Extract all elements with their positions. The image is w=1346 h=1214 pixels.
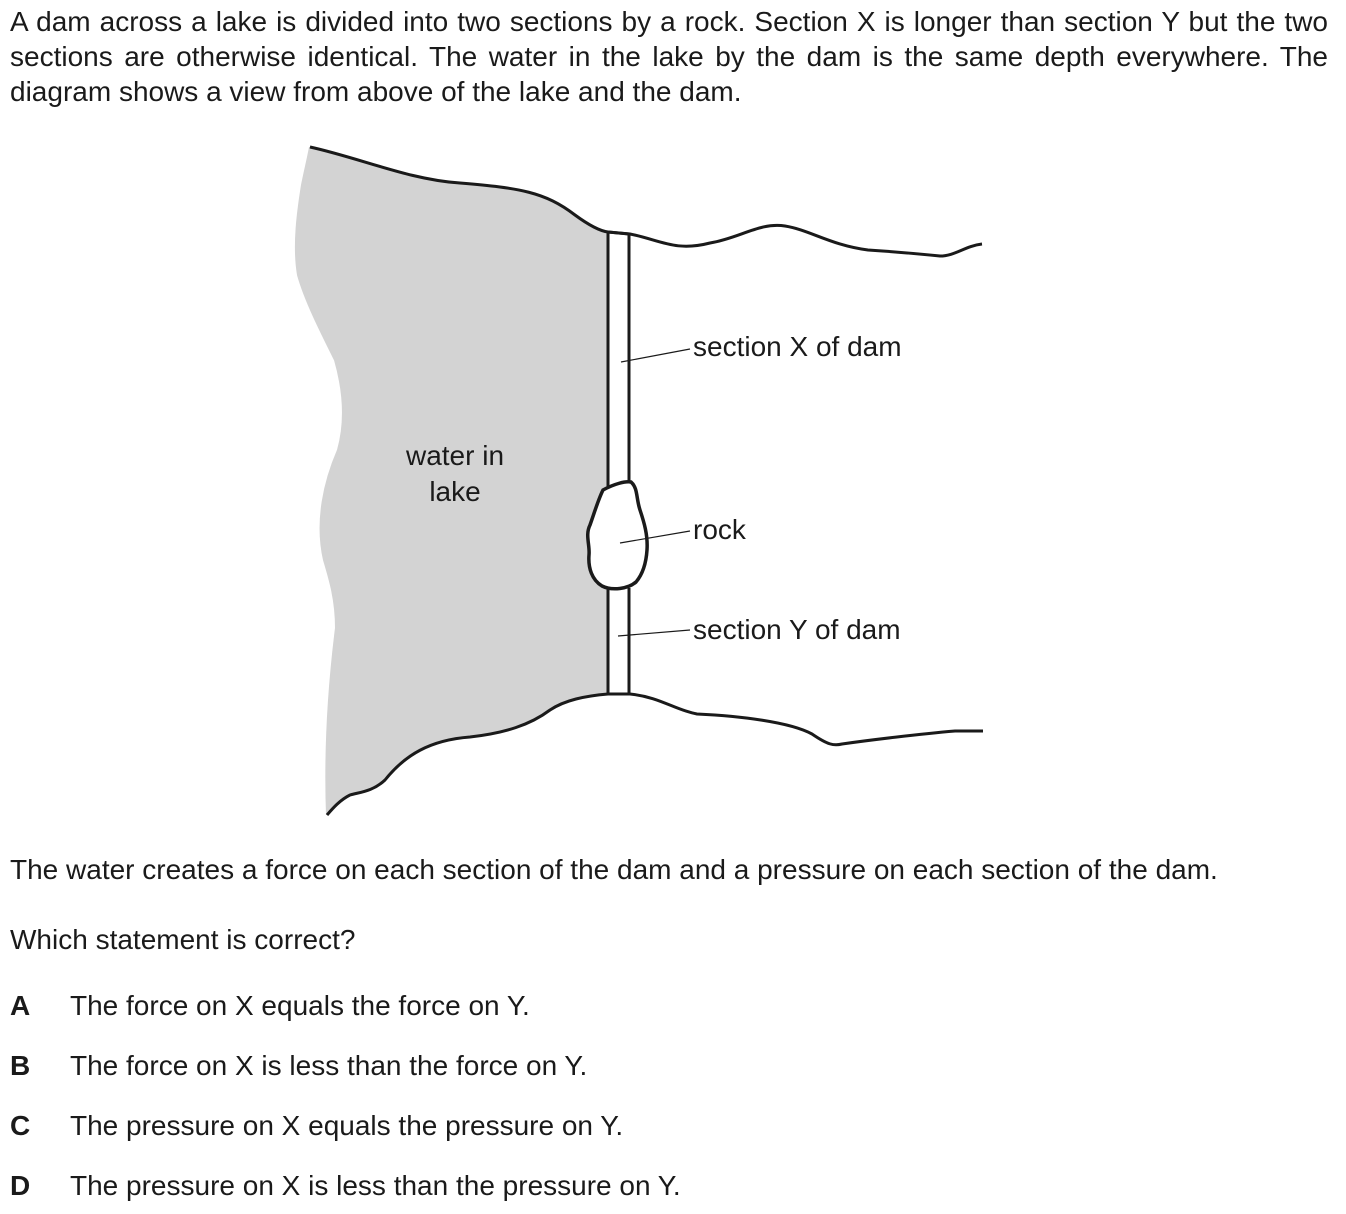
question-intro: A dam across a lake is divided into two sections by a rock. Section X is longer than section Y but the two sections are otherwise identical. The water in the lake by the dam is the same depth everywhere. The diagram shows a view from above of the lake and the dam. [10,6,1328,107]
option-text: The force on X equals the force on Y. [70,990,530,1021]
option-letter: B [10,1050,31,1081]
question-statement: The water creates a force on each section of the dam and a pressure on each section of the dam. [10,854,1218,885]
option-letter: C [10,1110,31,1141]
option-text: The pressure on X is less than the pressure on Y. [70,1170,681,1201]
option-letter: D [10,1170,31,1201]
question-prompt: Which statement is correct? [10,924,356,955]
option-text: The pressure on X equals the pressure on Y. [70,1110,624,1141]
water-label-line1: water in [405,440,505,471]
option-text: The force on X is less than the force on Y. [70,1050,588,1081]
dam-top-cap [608,232,629,234]
option-letter: A [10,990,31,1021]
water-label-line2: lake [429,476,481,507]
section-x-label: section X of dam [693,331,902,362]
rock-label: rock [693,514,746,545]
section-y-label: section Y of dam [693,614,901,645]
section-x-leader-line [621,349,690,362]
